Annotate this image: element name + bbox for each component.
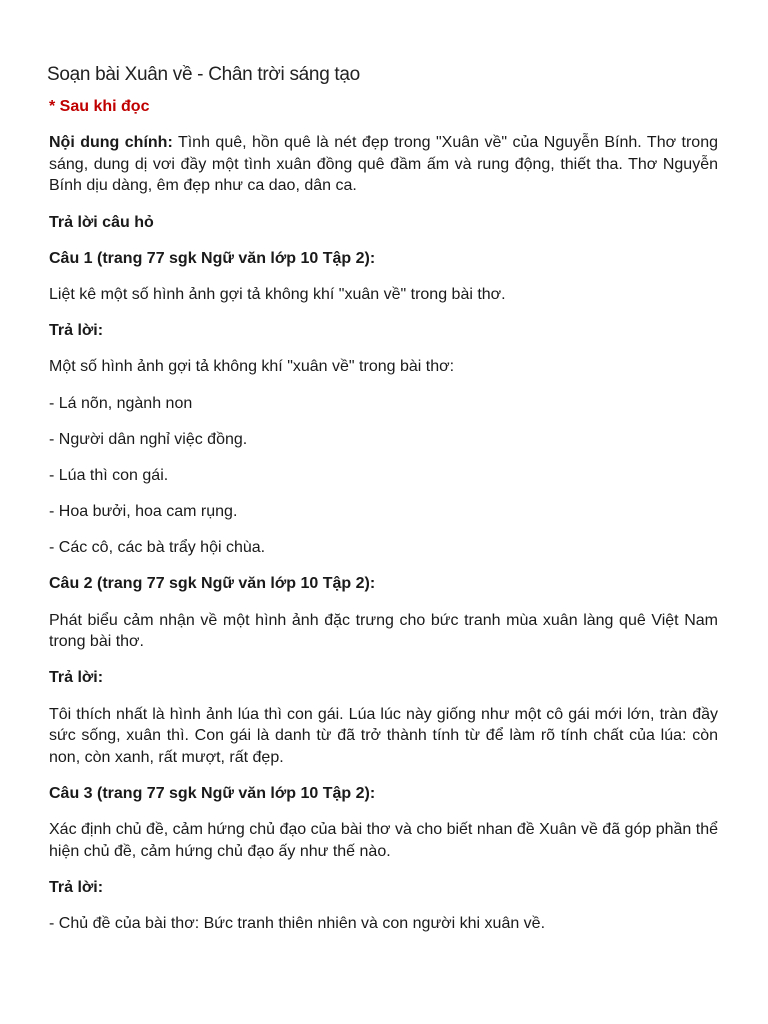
q1-heading: Câu 1 (trang 77 sgk Ngữ văn lớp 10 Tập 2):	[49, 249, 376, 267]
section-heading: * Sau khi đọc	[49, 98, 150, 115]
q2-answer: Tôi thích nhất là hình ảnh lúa thì con gái. Lúa lúc này giống như một cô gái mới lớn, tràn đầy sức sống, xuân thì. Con gái là danh từ đã trở thành tính từ để làm rõ tính chất của lúa: còn non, còn xanh, rất mượt, rất đẹp.	[49, 705, 718, 766]
document-title: Soạn bài Xuân về - Chân trời sáng tạo	[47, 64, 360, 85]
q1-answer-intro: Một số hình ảnh gợi tả không khí "xuân về" trong bài thơ:	[49, 358, 455, 376]
main-content-paragraph	[49, 132, 718, 197]
q1-list-item: - Người dân nghỉ việc đồng.	[49, 430, 248, 448]
main-content-text: Tình quê, hồn quê là nét đẹp trong "Xuân về" của Nguyễn Bính. Thơ trong sáng, dung dị vơi đầy một tình xuân đồng quê đầm ấm và rung động, thiết tha. Thơ Nguyễn Bính dịu dàng, êm đẹp như ca dao, dân ca.	[49, 134, 719, 195]
main-content-label: Nội dung chính:	[49, 134, 173, 152]
q1-answer-label: Trả lời:	[49, 322, 104, 340]
q3-answer-label: Trả lời:	[49, 878, 104, 896]
q2-answer-label: Trả lời:	[49, 669, 104, 687]
q2-heading: Câu 2 (trang 77 sgk Ngữ văn lớp 10 Tập 2):	[49, 575, 376, 593]
q3-heading: Câu 3 (trang 77 sgk Ngữ văn lớp 10 Tập 2):	[49, 784, 376, 802]
answer-heading: Trả lời câu hỏ	[49, 213, 154, 231]
q1-list-item: - Các cô, các bà trẩy hội chùa.	[49, 539, 266, 557]
q2-question: Phát biểu cảm nhận về một hình ảnh đặc trưng cho bức tranh mùa xuân làng quê Việt Nam trong bài thơ.	[49, 611, 718, 651]
q1-question: Liệt kê một số hình ảnh gợi tả không khí "xuân về" trong bài thơ.	[49, 285, 506, 303]
q1-list-item: - Lá nõn, ngành non	[49, 394, 193, 412]
q1-list-item: - Lúa thì con gái.	[49, 466, 169, 484]
document-body	[49, 96, 718, 949]
q1-list-item: - Hoa bưởi, hoa cam rụng.	[49, 503, 238, 521]
q3-answer-first: - Chủ đề của bài thơ: Bức tranh thiên nhiên và con người khi xuân về.	[49, 915, 546, 933]
q3-question: Xác định chủ đề, cảm hứng chủ đạo của bài thơ và cho biết nhan đề Xuân về đã góp phần thể hiện chủ đề, cảm hứng chủ đạo ấy như thế nào.	[49, 821, 718, 860]
